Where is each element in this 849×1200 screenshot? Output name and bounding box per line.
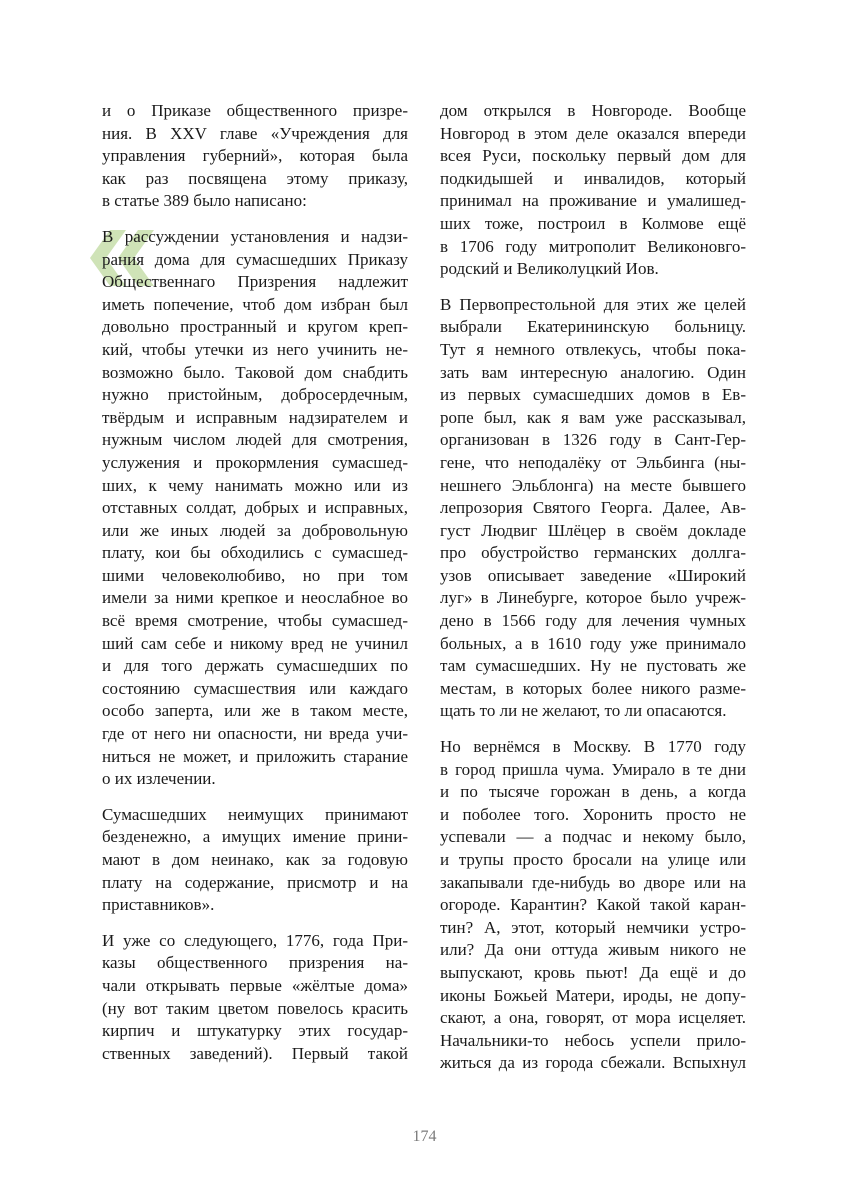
- text-line: казы общественного призрения на-: [102, 953, 408, 973]
- text-line: там сумасшедших. Ну не пустовать же: [440, 656, 746, 676]
- text-line: Начальники-то небось успели прило-: [440, 1030, 746, 1050]
- text-line: Но вернёмся в Москву. В 1770 году: [440, 737, 746, 757]
- text-line: родский и Великолуцкий Иов.: [440, 259, 659, 279]
- text-line: Сумасшедших неимущих принимают: [102, 804, 408, 824]
- text-line: В рассуждении установления и надзи-: [102, 226, 408, 246]
- text-line: мают в дом неинако, как за годовую: [102, 850, 408, 869]
- text-line: безденежно, а имущих имение прини-: [102, 827, 408, 847]
- text-line: успевали — а подчас и некому было,: [440, 827, 746, 847]
- text-line: (ну вот таким цветом повелось красить: [102, 998, 408, 1018]
- paragraph-plague: [440, 736, 746, 1075]
- text-line: ший сам себе и никому вред не учинил: [102, 633, 408, 653]
- page-number: 174: [412, 1128, 437, 1145]
- text-line: отставных солдат, добрых и исправных,: [102, 498, 408, 518]
- text-line: выпускают, кровь пьют! Да ещё и до: [440, 962, 746, 982]
- text-line: Тут я немного отвлекусь, чтобы пока-: [440, 339, 746, 359]
- text-line: всё время смотрение, чтобы сумасшед-: [102, 611, 408, 631]
- text-line: приставников».: [102, 895, 215, 915]
- quote-paragraph-1: [102, 226, 408, 791]
- text-line: дом открылся в Новгороде. Вообще: [440, 101, 746, 120]
- text-line: гене, что неподалёку от Эльбинга (ны-: [440, 452, 746, 472]
- text-line: организован в 1326 году в Сант-Гер-: [440, 430, 746, 450]
- text-line: скают, а она, говорят, от мора исцеляет.: [440, 1008, 746, 1028]
- text-line: в статье 389 было написано:: [102, 191, 307, 211]
- text-line: Общественнаго Призрения надлежит: [102, 272, 408, 292]
- text-line: выбрали Екатерининскую больницу.: [440, 317, 746, 337]
- text-line: узов описывает заведение «Широкий: [440, 565, 746, 585]
- text-line: плату, кои бы обходились с сумасшед-: [102, 543, 408, 563]
- text-line: луг» в Линебурге, которое было учреж-: [440, 588, 746, 608]
- text-line: И уже со следующего, 1776, года При-: [102, 930, 408, 950]
- right-column: [440, 100, 746, 1075]
- text-line: услужения и прокормления сумасшед-: [102, 452, 408, 472]
- text-line: как раз посвящена этому приказу,: [102, 168, 408, 188]
- text-line: нужно пристойным, добросердечным,: [102, 385, 408, 405]
- text-line: плату на содержание, присмотр и на: [102, 872, 408, 892]
- text-line: управления губерний», которая была: [102, 146, 408, 166]
- text-line: в город пришла чума. Умирало в те дни: [440, 759, 746, 779]
- paragraph-intro: [102, 100, 408, 213]
- text-line: нужным числом людей для смотрения,: [102, 430, 408, 450]
- text-line: и по тысяче горожан в день, а когда: [440, 782, 746, 802]
- text-line: зать вам интересную аналогию. Один: [440, 362, 746, 382]
- text-line: иконы Божьей Матери, ироды, не допу-: [440, 985, 746, 1005]
- text-line: лепрозория Святого Георга. Далее, Ав-: [440, 498, 746, 518]
- text-line: житься да из города сбежали. Вспыхнул: [440, 1053, 746, 1073]
- paragraph-yellow-houses: [102, 930, 408, 1066]
- paragraph-novgorod: [440, 100, 746, 281]
- text-line: довольно пространный и кругом креп-: [102, 317, 408, 337]
- text-line: принимал на проживание и умалишед-: [440, 191, 746, 211]
- text-line: или? Да они оттуда живым никого не: [440, 940, 746, 960]
- text-line: твёрдым и исправным надзирателем и: [102, 407, 408, 427]
- text-line: густ Людвиг Шлёцер в своём докладе: [440, 520, 746, 540]
- text-line: в 1706 году митрополит Великоновго-: [440, 236, 746, 256]
- text-line: кирпич и штукатурку этих государ-: [102, 1021, 408, 1041]
- text-line: особо заперта, или же в таком месте,: [102, 701, 408, 721]
- text-line: огороде. Карантин? Какой такой каран-: [440, 895, 746, 915]
- text-line: и поболее того. Хоронить просто не: [440, 804, 746, 824]
- text-line: ственных заведений). Первый такой: [102, 1043, 408, 1063]
- quote-paragraph-2: [102, 804, 408, 917]
- text-line: дено в 1566 году для лечения чумных: [440, 611, 746, 631]
- left-column: [102, 100, 408, 1065]
- text-line: В Первопрестольной для этих же целей: [440, 294, 746, 314]
- text-line: тин? А, этот, который немчики устро-: [440, 917, 746, 937]
- text-line: ния. В XXV главе «Учреждения для: [102, 123, 408, 143]
- text-line: кий, чтобы утечки из него учинить не-: [102, 339, 408, 359]
- text-line: состоянию сумасшествия или каждаго: [102, 678, 408, 698]
- paragraph-moscow-hospital: [440, 294, 746, 723]
- text-line: нешнего Эльблонга) на месте бывшего: [440, 475, 746, 495]
- text-line: про обустройство германских доллга-: [440, 543, 746, 563]
- text-line: всея Руси, поскольку первый дом для: [440, 146, 746, 166]
- text-line: подкидышей и инвалидов, который: [440, 168, 746, 188]
- text-line: и для того держать сумасшедших по: [102, 656, 408, 676]
- text-line: или же иных людей за добровольную: [102, 520, 408, 540]
- text-line: о их излечении.: [102, 769, 216, 789]
- text-line: ропе был, как я вам уже рассказывал,: [440, 407, 746, 427]
- text-line: закапывали где-нибудь во дворе или на: [440, 872, 746, 892]
- text-line: ниться не может, и приложить старание: [102, 746, 408, 766]
- text-line: из первых сумасшедших домов в Ев-: [440, 385, 746, 405]
- text-line: шими человеколюбиво, но при том: [102, 565, 408, 585]
- text-line: и о Приказе общественного призре-: [102, 101, 408, 120]
- text-line: местам, в которых более никого разме-: [440, 678, 746, 698]
- text-line: больных, а в 1610 году уже принимало: [440, 633, 746, 653]
- text-line: рания дома для сумасшедших Приказу: [102, 249, 408, 269]
- text-line: ших, к чему нанимать можно или из: [102, 475, 408, 495]
- text-line: щать то ли не желают, то ли опасаются.: [440, 701, 727, 721]
- text-line: Новгород в этом деле оказался впереди: [440, 123, 746, 143]
- text-line: имели за ними крепкое и неослабное во: [102, 588, 408, 608]
- text-line: где от него ни опасности, ни вреда учи-: [102, 724, 408, 744]
- text-line: возможно было. Таковой дом снабдить: [102, 362, 408, 382]
- text-line: чали открывать первые «жёлтые дома»: [102, 975, 408, 995]
- text-line: иметь попечение, чтоб дом избран был: [102, 294, 408, 314]
- text-line: ших тоже, построил в Колмове ещё: [440, 213, 746, 233]
- text-line: и трупы просто бросали на улице или: [440, 850, 746, 869]
